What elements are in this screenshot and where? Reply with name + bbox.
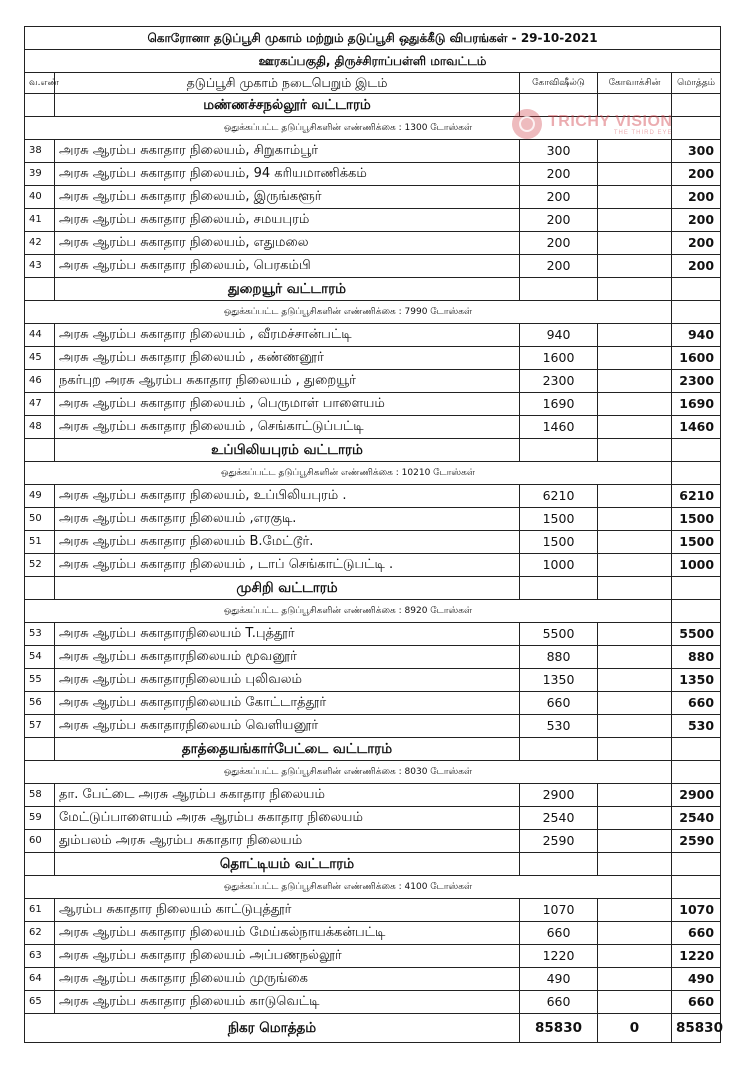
row-number: 61 xyxy=(25,899,55,922)
grand-total-row xyxy=(25,1014,721,1043)
block-no-cell xyxy=(25,439,55,462)
row-covishield: 530 xyxy=(520,715,598,738)
table-row xyxy=(25,531,721,554)
row-covishield: 660 xyxy=(520,991,598,1014)
row-covishield: 1070 xyxy=(520,899,598,922)
table-row xyxy=(25,945,721,968)
row-covaxin xyxy=(598,669,672,692)
row-covishield: 1690 xyxy=(520,393,598,416)
row-covaxin xyxy=(598,945,672,968)
table-row xyxy=(25,991,721,1014)
row-place: ஆரம்ப சுகாதார நிலையம் காட்டுபுத்தூர் xyxy=(55,899,520,922)
table-row xyxy=(25,508,721,531)
header-no: வ.எண் xyxy=(25,73,55,94)
row-total: 1220 xyxy=(672,945,721,968)
row-total: 660 xyxy=(672,991,721,1014)
row-number: 53 xyxy=(25,623,55,646)
row-number: 65 xyxy=(25,991,55,1014)
allocation-empty-cell xyxy=(672,301,721,324)
row-place: அரசு ஆரம்ப சுகாதார நிலையம், உப்பிலியபுரம் . xyxy=(55,485,520,508)
row-covaxin xyxy=(598,347,672,370)
row-covishield: 200 xyxy=(520,255,598,278)
watermark xyxy=(512,106,724,142)
allocation-row xyxy=(25,761,721,784)
vaccine-allocation-sheet xyxy=(24,26,723,1043)
allocation-text: ஒதுக்கப்பட்ட தடுப்பூசிகளின் எண்ணிக்கை : 8920 டோஸ்கள் xyxy=(25,600,672,623)
row-number: 57 xyxy=(25,715,55,738)
table-row xyxy=(25,830,721,853)
block-empty-cell xyxy=(598,853,672,876)
row-total: 530 xyxy=(672,715,721,738)
row-number: 39 xyxy=(25,163,55,186)
allocation-text: ஒதுக்கப்பட்ட தடுப்பூசிகளின் எண்ணிக்கை : 1300 டோஸ்கள் xyxy=(25,117,672,140)
block-name: முசிறி வட்டாரம் xyxy=(55,577,520,600)
table-row xyxy=(25,968,721,991)
table-row xyxy=(25,692,721,715)
row-total: 660 xyxy=(672,922,721,945)
block-empty-cell xyxy=(520,439,598,462)
block-empty-cell xyxy=(520,577,598,600)
row-covishield: 1500 xyxy=(520,531,598,554)
row-covishield: 2540 xyxy=(520,807,598,830)
block-row xyxy=(25,853,721,876)
row-total: 2540 xyxy=(672,807,721,830)
row-covishield: 200 xyxy=(520,186,598,209)
row-covishield: 2590 xyxy=(520,830,598,853)
eye-logo-icon xyxy=(512,109,542,139)
header-row xyxy=(25,73,721,94)
row-total: 1500 xyxy=(672,508,721,531)
row-total: 1350 xyxy=(672,669,721,692)
row-total: 200 xyxy=(672,209,721,232)
row-covaxin xyxy=(598,209,672,232)
row-covaxin xyxy=(598,899,672,922)
row-covaxin xyxy=(598,692,672,715)
row-number: 54 xyxy=(25,646,55,669)
block-row xyxy=(25,439,721,462)
table-row xyxy=(25,232,721,255)
row-place: அரசு ஆரம்ப சுகாதார நிலையம் , பெருமாள் பாளையம் xyxy=(55,393,520,416)
row-place: அரசு ஆரம்ப சுகாதார நிலையம், இருங்களூர் xyxy=(55,186,520,209)
table-row xyxy=(25,807,721,830)
block-empty-cell xyxy=(598,577,672,600)
row-covaxin xyxy=(598,393,672,416)
row-covishield: 2300 xyxy=(520,370,598,393)
row-total: 1000 xyxy=(672,554,721,577)
table-row xyxy=(25,163,721,186)
row-covaxin xyxy=(598,140,672,163)
block-no-cell xyxy=(25,94,55,117)
row-place: அரசு ஆரம்ப சுகாதாரநிலையம் மூவனூர் xyxy=(55,646,520,669)
table-row xyxy=(25,922,721,945)
table-row xyxy=(25,255,721,278)
row-covaxin xyxy=(598,255,672,278)
table-row xyxy=(25,623,721,646)
block-name: தொட்டியம் வட்டாரம் xyxy=(55,853,520,876)
grand-total-total: 85830 xyxy=(672,1014,721,1043)
allocation-row xyxy=(25,462,721,485)
row-covaxin xyxy=(598,991,672,1014)
allocation-text: ஒதுக்கப்பட்ட தடுப்பூசிகளின் எண்ணிக்கை : 4100 டோஸ்கள் xyxy=(25,876,672,899)
header-place: தடுப்பூசி முகாம் நடைபெறும் இடம் xyxy=(55,73,520,94)
row-place: அரசு ஆரம்ப சுகாதார நிலையம் ,எரகுடி. xyxy=(55,508,520,531)
row-place: அரசு ஆரம்ப சுகாதார நிலையம் B.மேட்டூர். xyxy=(55,531,520,554)
row-covaxin xyxy=(598,485,672,508)
table-row xyxy=(25,347,721,370)
row-number: 43 xyxy=(25,255,55,278)
block-empty-cell xyxy=(598,278,672,301)
table-row xyxy=(25,393,721,416)
row-covaxin xyxy=(598,715,672,738)
row-place: அரசு ஆரம்ப சுகாதார நிலையம் அப்பணநல்லூர் xyxy=(55,945,520,968)
row-place: அரசு ஆரம்ப சுகாதார நிலையம் , கண்ணனூர் xyxy=(55,347,520,370)
row-place: அரசு ஆரம்ப சுகாதார நிலையம் , வீரமச்சான்பட்டி xyxy=(55,324,520,347)
row-total: 1600 xyxy=(672,347,721,370)
row-covishield: 1220 xyxy=(520,945,598,968)
row-covaxin xyxy=(598,531,672,554)
row-number: 64 xyxy=(25,968,55,991)
row-place: தும்பலம் அரசு ஆரம்ப சுகாதார நிலையம் xyxy=(55,830,520,853)
row-total: 1460 xyxy=(672,416,721,439)
row-covaxin xyxy=(598,508,672,531)
watermark-brand: TRICHY VISION xyxy=(548,112,673,130)
row-covishield: 6210 xyxy=(520,485,598,508)
row-place: நகர்புற அரசு ஆரம்ப சுகாதார நிலையம் , துறையூர் xyxy=(55,370,520,393)
row-covaxin xyxy=(598,324,672,347)
row-covishield: 660 xyxy=(520,922,598,945)
table-row xyxy=(25,209,721,232)
header-covishield: கோவிஷீல்டு xyxy=(520,73,598,94)
row-number: 63 xyxy=(25,945,55,968)
row-number: 40 xyxy=(25,186,55,209)
block-no-cell xyxy=(25,853,55,876)
row-place: தா. பேட்டை அரசு ஆரம்ப சுகாதார நிலையம் xyxy=(55,784,520,807)
row-total: 6210 xyxy=(672,485,721,508)
table-row xyxy=(25,669,721,692)
table-row xyxy=(25,324,721,347)
row-covishield: 200 xyxy=(520,232,598,255)
header-covaxin: கோவாக்சின் xyxy=(598,73,672,94)
row-place: அரசு ஆரம்ப சுகாதார நிலையம் , டாப் செங்காட்டுபட்டி . xyxy=(55,554,520,577)
block-empty-cell xyxy=(520,738,598,761)
row-place: அரசு ஆரம்ப சுகாதார நிலையம், எதுமலை xyxy=(55,232,520,255)
allocation-row xyxy=(25,876,721,899)
row-covishield: 1000 xyxy=(520,554,598,577)
table-row xyxy=(25,140,721,163)
row-total: 200 xyxy=(672,163,721,186)
block-name: துறையூர் வட்டாரம் xyxy=(55,278,520,301)
block-empty-cell xyxy=(598,439,672,462)
row-covaxin xyxy=(598,623,672,646)
block-name: தாத்தையங்கார்பேட்டை வட்டாரம் xyxy=(55,738,520,761)
row-covishield: 200 xyxy=(520,209,598,232)
allocation-empty-cell xyxy=(672,761,721,784)
document-title: கொரோனா தடுப்பூசி முகாம் மற்றும் தடுப்பூசி ஒதுக்கீடு விபரங்கள் - 29-10-2021 xyxy=(25,27,721,50)
table-row xyxy=(25,485,721,508)
row-place: அரசு ஆரம்ப சுகாதார நிலையம், சமயபுரம் xyxy=(55,209,520,232)
row-number: 56 xyxy=(25,692,55,715)
block-no-cell xyxy=(25,738,55,761)
row-total: 300 xyxy=(672,140,721,163)
block-empty-cell xyxy=(520,853,598,876)
block-empty-cell xyxy=(672,439,721,462)
row-number: 46 xyxy=(25,370,55,393)
block-row xyxy=(25,278,721,301)
row-place: அரசு ஆரம்ப சுகாதாரநிலையம் கோட்டாத்தூர் xyxy=(55,692,520,715)
row-number: 51 xyxy=(25,531,55,554)
allocation-text: ஒதுக்கப்பட்ட தடுப்பூசிகளின் எண்ணிக்கை : 7990 டோஸ்கள் xyxy=(25,301,672,324)
row-total: 2900 xyxy=(672,784,721,807)
row-covaxin xyxy=(598,416,672,439)
document-subtitle: ஊரகப்பகுதி, திருச்சிராப்பள்ளி மாவட்டம் xyxy=(25,50,721,73)
row-covaxin xyxy=(598,830,672,853)
row-covaxin xyxy=(598,186,672,209)
row-number: 60 xyxy=(25,830,55,853)
block-no-cell xyxy=(25,577,55,600)
row-total: 200 xyxy=(672,255,721,278)
row-covaxin xyxy=(598,232,672,255)
row-number: 48 xyxy=(25,416,55,439)
row-number: 44 xyxy=(25,324,55,347)
row-total: 1500 xyxy=(672,531,721,554)
table-row xyxy=(25,899,721,922)
allocation-row xyxy=(25,600,721,623)
row-covishield: 490 xyxy=(520,968,598,991)
row-place: அரசு ஆரம்ப சுகாதார நிலையம் காடுவெட்டி xyxy=(55,991,520,1014)
row-covishield: 300 xyxy=(520,140,598,163)
block-empty-cell xyxy=(672,853,721,876)
row-covishield: 940 xyxy=(520,324,598,347)
block-empty-cell xyxy=(520,278,598,301)
block-empty-cell xyxy=(598,738,672,761)
block-row xyxy=(25,738,721,761)
block-empty-cell xyxy=(672,577,721,600)
allocation-row xyxy=(25,301,721,324)
block-empty-cell xyxy=(672,278,721,301)
row-place: அரசு ஆரம்ப சுகாதார நிலையம் மேய்கல்நாயக்கன்பட்டி xyxy=(55,922,520,945)
row-number: 50 xyxy=(25,508,55,531)
row-number: 45 xyxy=(25,347,55,370)
row-place: அரசு ஆரம்ப சுகாதார நிலையம், சிறுகாம்பூர் xyxy=(55,140,520,163)
row-place: மேட்டுப்பாளையம் அரசு ஆரம்ப சுகாதார நிலையம் xyxy=(55,807,520,830)
row-number: 47 xyxy=(25,393,55,416)
row-covaxin xyxy=(598,646,672,669)
row-covaxin xyxy=(598,554,672,577)
table-row xyxy=(25,646,721,669)
table-row xyxy=(25,416,721,439)
grand-total-label: நிகர மொத்தம் xyxy=(25,1014,520,1043)
watermark-tagline: THE THIRD EYE xyxy=(613,129,673,136)
row-place: அரசு ஆரம்ப சுகாதார நிலையம் முருங்கை xyxy=(55,968,520,991)
table-row xyxy=(25,186,721,209)
row-covaxin xyxy=(598,922,672,945)
row-total: 660 xyxy=(672,692,721,715)
row-place: அரசு ஆரம்ப சுகாதாரநிலையம் வெளியனூர் xyxy=(55,715,520,738)
header-total: மொத்தம் xyxy=(672,73,721,94)
allocation-empty-cell xyxy=(672,462,721,485)
block-name: மண்ணச்சநல்லூர் வட்டாரம் xyxy=(55,94,520,117)
row-total: 1070 xyxy=(672,899,721,922)
grand-total-covaxin: 0 xyxy=(598,1014,672,1043)
row-total: 940 xyxy=(672,324,721,347)
block-name: உப்பிலியபுரம் வட்டாரம் xyxy=(55,439,520,462)
block-empty-cell xyxy=(672,738,721,761)
allocation-text: ஒதுக்கப்பட்ட தடுப்பூசிகளின் எண்ணிக்கை : 10210 டோஸ்கள் xyxy=(25,462,672,485)
row-covaxin xyxy=(598,784,672,807)
row-number: 41 xyxy=(25,209,55,232)
table-row xyxy=(25,370,721,393)
table-row xyxy=(25,554,721,577)
row-total: 2300 xyxy=(672,370,721,393)
row-covaxin xyxy=(598,968,672,991)
row-place: அரசு ஆரம்ப சுகாதாரநிலையம் T.புத்தூர் xyxy=(55,623,520,646)
row-covaxin xyxy=(598,163,672,186)
allocation-text: ஒதுக்கப்பட்ட தடுப்பூசிகளின் எண்ணிக்கை : 8030 டோஸ்கள் xyxy=(25,761,672,784)
row-number: 62 xyxy=(25,922,55,945)
block-no-cell xyxy=(25,278,55,301)
row-total: 200 xyxy=(672,232,721,255)
row-total: 490 xyxy=(672,968,721,991)
row-place: அரசு ஆரம்ப சுகாதார நிலையம் , செங்காட்டுப்பட்டி xyxy=(55,416,520,439)
grand-total-covishield: 85830 xyxy=(520,1014,598,1043)
allocation-empty-cell xyxy=(672,876,721,899)
table-row xyxy=(25,784,721,807)
row-number: 59 xyxy=(25,807,55,830)
row-total: 2590 xyxy=(672,830,721,853)
row-covishield: 1500 xyxy=(520,508,598,531)
row-total: 1690 xyxy=(672,393,721,416)
allocation-empty-cell xyxy=(672,600,721,623)
row-number: 55 xyxy=(25,669,55,692)
row-covishield: 660 xyxy=(520,692,598,715)
row-number: 49 xyxy=(25,485,55,508)
row-place: அரசு ஆரம்ப சுகாதாரநிலையம் புலிவலம் xyxy=(55,669,520,692)
row-number: 42 xyxy=(25,232,55,255)
row-covishield: 200 xyxy=(520,163,598,186)
row-covishield: 1460 xyxy=(520,416,598,439)
row-covishield: 1600 xyxy=(520,347,598,370)
block-row xyxy=(25,577,721,600)
row-number: 58 xyxy=(25,784,55,807)
row-place: அரசு ஆரம்ப சுகாதார நிலையம், 94 கரியமாணிக்கம் xyxy=(55,163,520,186)
allocation-table xyxy=(24,26,721,1043)
row-covaxin xyxy=(598,370,672,393)
row-number: 38 xyxy=(25,140,55,163)
row-covishield: 2900 xyxy=(520,784,598,807)
row-total: 880 xyxy=(672,646,721,669)
row-number: 52 xyxy=(25,554,55,577)
row-total: 5500 xyxy=(672,623,721,646)
row-total: 200 xyxy=(672,186,721,209)
row-covishield: 1350 xyxy=(520,669,598,692)
row-covaxin xyxy=(598,807,672,830)
row-covishield: 5500 xyxy=(520,623,598,646)
row-covishield: 880 xyxy=(520,646,598,669)
row-place: அரசு ஆரம்ப சுகாதார நிலையம், பெரகம்பி xyxy=(55,255,520,278)
table-row xyxy=(25,715,721,738)
